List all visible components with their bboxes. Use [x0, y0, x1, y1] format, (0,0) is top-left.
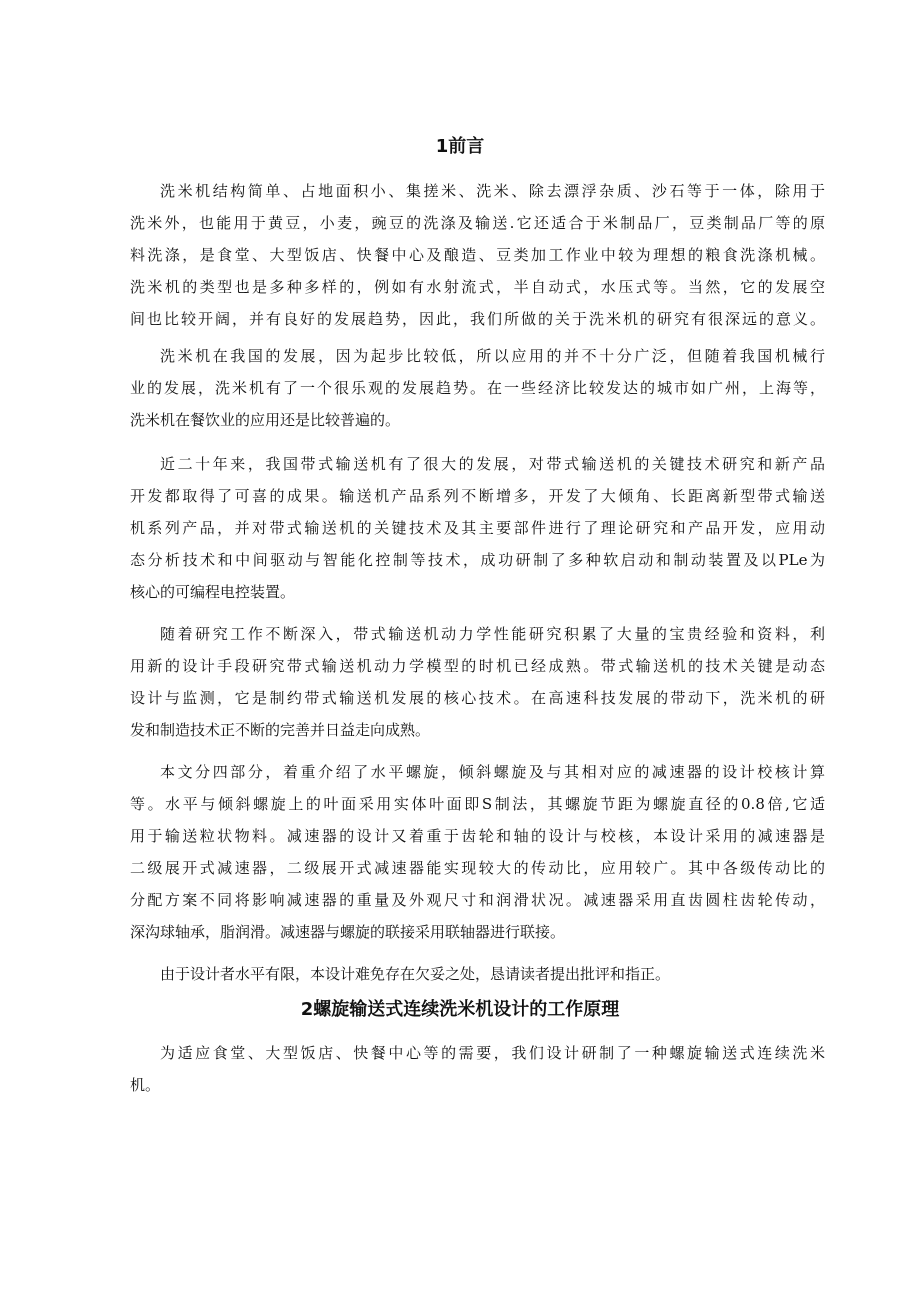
text-line: 业的发展，洗米机有了一个很乐观的发展趋势。在一些经济比较发达的城市如广州，上海等， [130, 379, 825, 397]
paragraph-5 [130, 756, 825, 948]
section-heading-working-principle: 2螺旋输送式连续洗米机设计的工作原理 [300, 999, 620, 1020]
text-line: 分配方案不同将影响减速器的重量及外观尺寸和润滑状况。减速器采用直齿圆柱齿轮传动， [130, 891, 825, 909]
text-line: 洗米机在我国的发展，因为起步比较低，所以应用的并不十分广泛，但随着我国机械行 [160, 347, 825, 365]
paragraph-6 [130, 958, 825, 990]
text-line: 用新的设计手段研究带式输送机动力学模型的时机已经成熟。带式输送机的技术关键是动态 [130, 657, 825, 675]
text-line: 深沟球轴承，脂润滑。减速器与螺旋的联接采用联轴器进行联接。 [130, 923, 566, 941]
text-line: 洗米外，也能用于黄豆，小麦，豌豆的洗涤及输送.它还适合于米制品厂，豆类制品厂等的原 [130, 214, 825, 232]
text-line: 料洗涤，是食堂、大型饭店、快餐中心及酿造、豆类加工作业中较为理想的粮食洗涤机械。 [130, 246, 825, 264]
text-line: 洗米机在餐饮业的应用还是比较普遍的。 [130, 411, 401, 429]
text-line: 本文分四部分，着重介绍了水平螺旋，倾斜螺旋及与其相对应的减速器的设计校核计算 [160, 763, 825, 781]
text-line: 间也比较开阔，并有良好的发展趋势，因此，我们所做的关于洗米机的研究有很深远的意义。 [130, 310, 825, 328]
text-line: 二级展开式减速器，二级展开式减速器能实现较大的传动比，应用较广。其中各级传动比的 [130, 859, 825, 877]
paragraph-1 [130, 175, 825, 335]
paragraph-4 [130, 618, 825, 746]
text-line: 等。水平与倾斜螺旋上的叶面采用实体叶面即S制法，其螺旋节距为螺旋直径的0.8倍,它适 [130, 795, 825, 813]
text-line: 洗米机结构简单、占地面积小、集搓米、洗米、除去漂浮杂质、沙石等于一体，除用于 [160, 182, 825, 200]
paragraph-3 [130, 448, 825, 608]
text-line: 用于输送粒状物料。减速器的设计又着重于齿轮和轴的设计与校核，本设计采用的减速器是 [130, 827, 825, 845]
text-line: 为适应食堂、大型饭店、快餐中心等的需要，我们设计研制了一种螺旋输送式连续洗米 [160, 1044, 825, 1062]
text-line: 机系列产品，并对带式输送机的关键技术及其主要部件进行了理论研究和产品开发，应用动 [130, 519, 825, 537]
text-line: 随着研究工作不断深入，带式输送机动力学性能研究积累了大量的宝贵经验和资料，利 [160, 625, 825, 643]
text-line: 机。 [130, 1076, 161, 1094]
text-line: 开发都取得了可喜的成果。输送机产品系列不断增多，开发了大倾角、长距离新型带式输送 [130, 487, 825, 505]
text-line: 由于设计者水平有限，本设计难免存在欠妥之处，恳请读者提出批评和指正。 [160, 965, 671, 983]
section-heading-preface: 1前言 [435, 136, 485, 157]
text-line: 发和制造技术正不断的完善并日益走向成熟。 [130, 721, 431, 739]
text-line: 核心的可编程电控装置。 [130, 583, 296, 601]
text-line: 设计与监测，它是制约带式输送机发展的核心技术。在高速科技发展的带动下，洗米机的研 [130, 689, 825, 707]
paragraph-7 [130, 1037, 825, 1101]
text-line: 近二十年来，我国带式输送机有了很大的发展，对带式输送机的关键技术研究和新产品 [160, 455, 825, 473]
text-line: 态分析技术和中间驱动与智能化控制等技术，成功研制了多种软启动和制动装置及以PLe为 [130, 551, 825, 569]
text-line: 洗米机的类型也是多种多样的，例如有水射流式，半自动式，水压式等。当然，它的发展空 [130, 278, 825, 296]
paragraph-2 [130, 340, 825, 436]
